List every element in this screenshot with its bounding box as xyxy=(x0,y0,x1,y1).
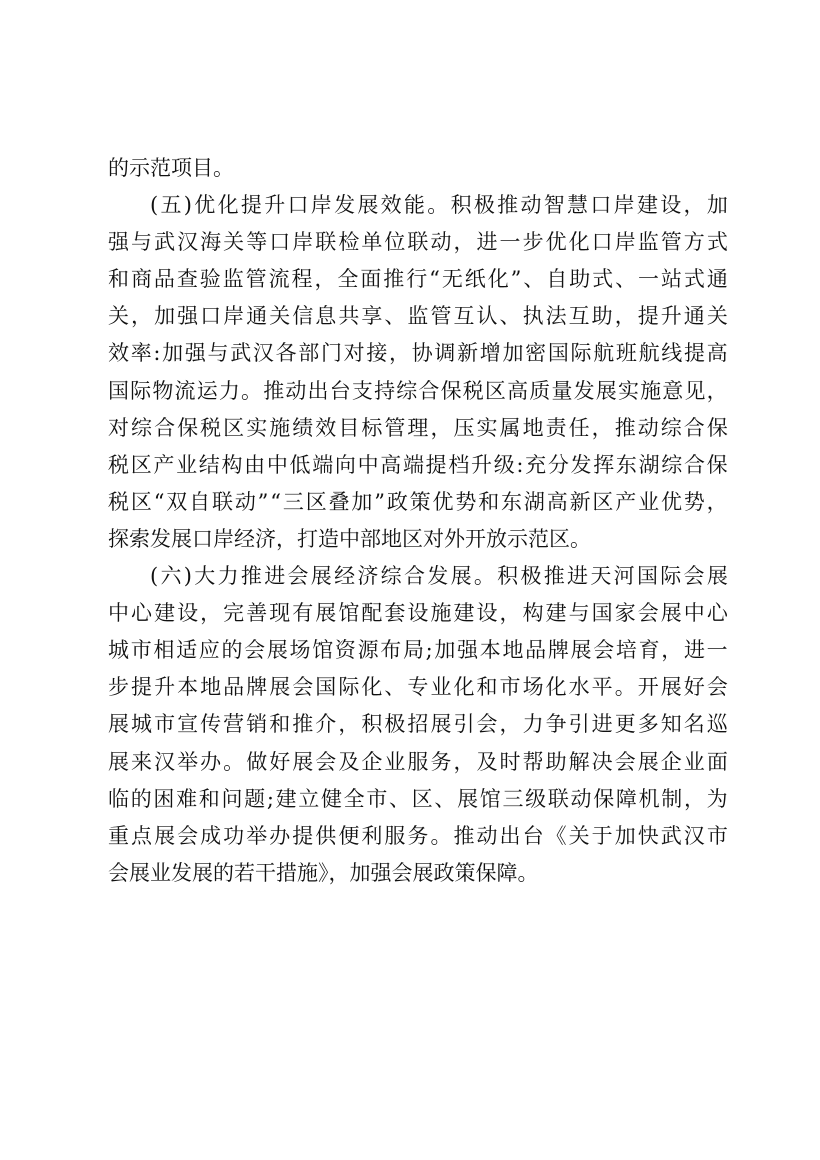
text-line: 重 点 展 会 成 功 举 办 提 供 便 利 服 务 。 推 动 出 台 《 关 于 加 快 武 汉 市 xyxy=(108,823,728,848)
text-line: 临 的 困 难 和 问 题 ; 建 立 健 全 市 、 区 、 展 馆 三 级 联 动 保 障 机 制 ， 为 xyxy=(108,786,728,811)
text-line: 中 心 建 设 ， 完 善 现 有 展 馆 配 套 设 施 建 设 ， 构 建 与 国 家 会 展 中 心 xyxy=(108,601,728,626)
text-line: 国 际 物 流 运 力 。 推 动 出 台 支 持 综 合 保 税 区 高 质 量 发 展 实 施 意 见 ， xyxy=(108,378,728,403)
text-line: 展 来 汉 举 办 。 做 好 展 会 及 企 业 服 务 ， 及 时 帮 助 解 决 会 展 企 业 面 xyxy=(108,749,728,774)
document-body xyxy=(108,150,728,892)
text-line: 对 综 合 保 税 区 实 施 绩 效 目 标 管 理 ， 压 实 属 地 责 任 ， 推 动 综 合 保 xyxy=(108,415,728,440)
text-line: 关 ， 加 强 口 岸 通 关 信 息 共 享 、 监 管 互 认 、 执 法 互 助 ， 提 升 通 关 xyxy=(108,304,728,329)
text-line: 会展业发展的若干措施》，加强会展政策保障。 xyxy=(108,860,539,885)
text-line: 的示范项目。 xyxy=(108,156,234,180)
text-line: ( 六 ) 大 力 推 进 会 展 经 济 综 合 发 展 。 积 极 推 进 天 河 国 际 会 展 xyxy=(150,564,728,589)
text-line: 税 区 “ 双 自 联 动 ” “ 三 区 叠 加 ” 政 策 优 势 和 东 湖 高 新 区 产 业 优 势 ， xyxy=(108,489,728,514)
text-line: 效 率 : 加 强 与 武 汉 各 部 门 对 接 ， 协 调 新 增 加 密 国 际 航 班 航 线 提 高 xyxy=(108,341,728,366)
text-line: 步 提 升 本 地 品 牌 展 会 国 际 化 、 专 业 化 和 市 场 化 水 平 。 开 展 好 会 xyxy=(108,675,728,700)
text-line: 探索发展口岸经济，打造中部地区对外开放示范区。 xyxy=(108,526,591,551)
text-line: 展 城 市 宣 传 营 销 和 推 介 ， 积 极 招 展 引 会 ， 力 争 引 进 更 多 知 名 巡 xyxy=(108,712,728,737)
text-line: ( 五 ) 优 化 提 升 口 岸 发 展 效 能 。 积 极 推 动 智 慧 口 岸 建 设 ， 加 xyxy=(150,193,728,218)
text-line: 城 市 相 适 应 的 会 展 场 馆 资 源 布 局 ; 加 强 本 地 品 牌 展 会 培 育 ， 进 一 xyxy=(108,638,728,663)
text-line: 强 与 武 汉 海 关 等 口 岸 联 检 单 位 联 动 ， 进 一 步 优 化 口 岸 监 管 方 式 xyxy=(108,230,728,255)
text-line: 和 商 品 查 验 监 管 流 程 ， 全 面 推 行 “ 无 纸 化 ” 、 自 助 式 、 一 站 式 通 xyxy=(108,267,728,292)
text-line: 税 区 产 业 结 构 由 中 低 端 向 中 高 端 提 档 升 级 : 充 分 发 挥 东 湖 综 合 保 xyxy=(108,452,728,477)
